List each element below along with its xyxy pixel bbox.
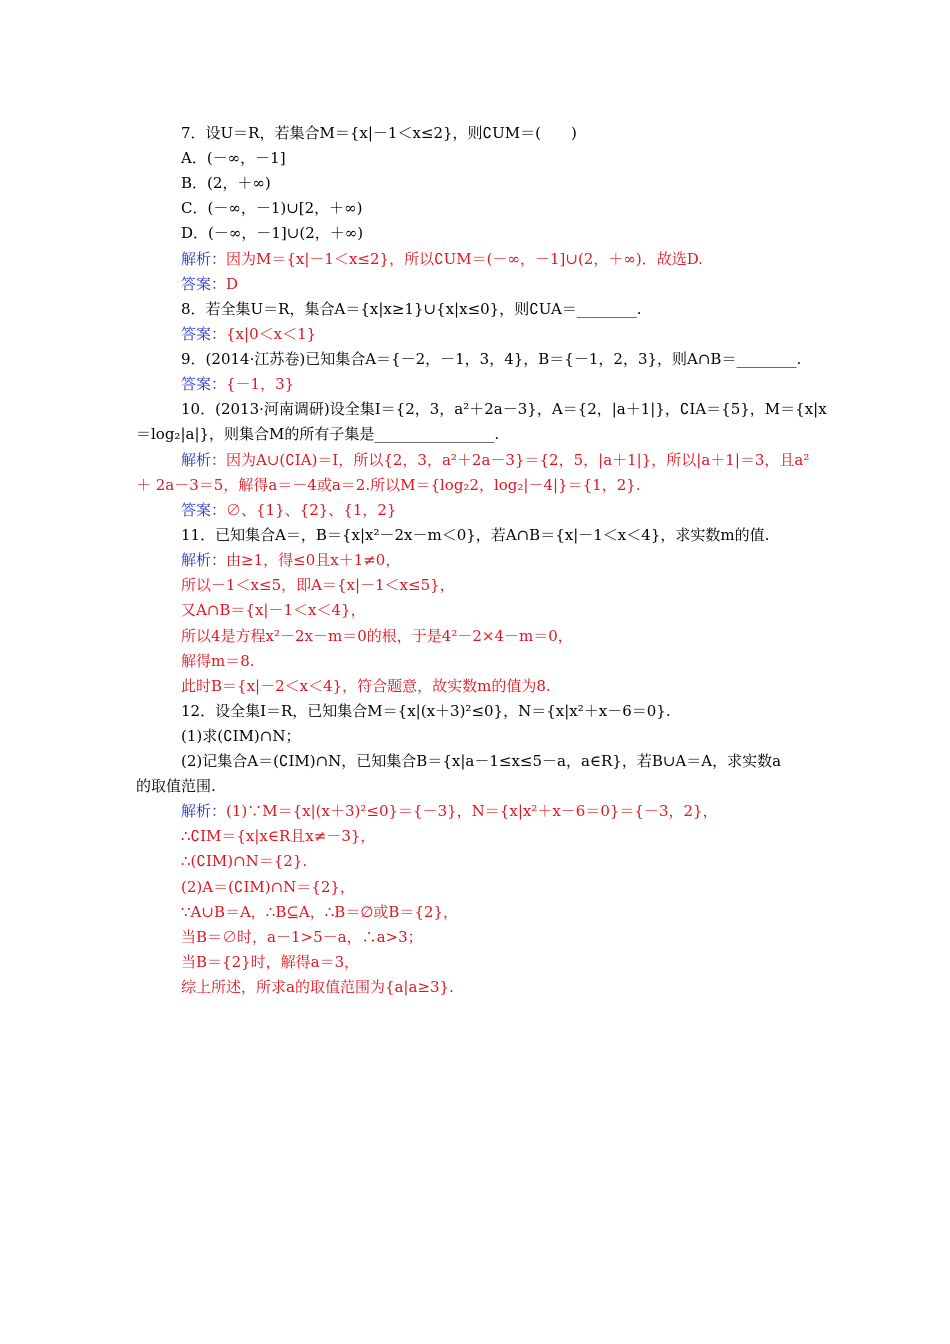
step-text: ∴(∁IM)∩N＝{2}.: [181, 852, 308, 870]
q11-step-2: [181, 600, 366, 620]
question-12: [181, 701, 671, 721]
q12-step-7: [181, 977, 454, 997]
option-d-text: D．(－∞，－1]∪(2，＋∞): [181, 224, 364, 242]
step-text: (2)A＝(∁IM)∩N＝{2}，: [181, 878, 355, 896]
step-text: ∴∁IM＝{x|x∈R且x≠－3}，: [181, 827, 376, 845]
analysis-label: 解析：: [181, 250, 227, 268]
answer-text: D: [226, 275, 239, 293]
option-b-text: B．(2，＋∞): [181, 174, 271, 192]
part-text: (2)记集合A＝(∁IM)∩N，已知集合B＝{x|a－1≤x≤5－a，a∈R}，若B∪A＝A，求实数a: [181, 752, 782, 770]
answer-label: 答案：: [181, 275, 227, 293]
q12-step-1: [181, 826, 375, 846]
q12-step-2: [181, 851, 307, 871]
step-text: 所以－1＜x≤5，即A＝{x|－1＜x≤5}，: [181, 576, 455, 594]
q10-analysis-cont: [136, 475, 641, 495]
analysis-text: 因为M＝{x|－1＜x≤2}，所以∁UM＝(－∞，－1]∪(2，＋∞)．故选D.: [226, 250, 703, 268]
q11-step-4: [181, 651, 255, 671]
step-text: ∵A∪B＝A，∴B⊆A，∴B＝∅或B＝{2}，: [181, 903, 459, 921]
option-d: [181, 223, 363, 243]
question-10: [181, 399, 827, 419]
q7-answer: [181, 274, 238, 294]
option-a: [181, 148, 286, 168]
q12-step-6: [181, 952, 359, 972]
q12-step-4: [181, 902, 458, 922]
question-8: [181, 299, 642, 319]
analysis-label: 解析：: [181, 802, 227, 820]
question-10-cont: [136, 424, 499, 444]
q12-analysis: [181, 801, 718, 821]
option-c-text: C．(－∞，－1)∪[2，＋∞): [181, 199, 363, 217]
option-c: [181, 198, 363, 218]
part-text: 的取值范围.: [136, 777, 216, 795]
question-10-cont-text: ＝log₂|a|}，则集合M的所有子集是________________.: [136, 425, 500, 443]
q7-analysis: [181, 249, 703, 269]
q10-analysis: [181, 450, 809, 470]
analysis-text: 由≥1，得≤0且x＋1≠0，: [226, 551, 401, 569]
step-text: 当B＝{2}时，解得a＝3，: [181, 953, 360, 971]
question-8-text: 8．若全集U＝R，集合A＝{x|x≥1}∪{x|x≤0}，则∁UA＝________.: [181, 300, 642, 318]
q8-answer: [181, 324, 316, 344]
analysis-label: 解析：: [181, 551, 227, 569]
question-7: [181, 123, 577, 143]
analysis-text: (1)∵M＝{x|(x＋3)²≤0}＝{－3}，N＝{x|x²＋x－6＝0}＝{－3，2}，: [226, 802, 718, 820]
question-9-text: 9．(2014·江苏卷)已知集合A＝{－2，－1，3，4}，B＝{－1，2，3}，则A∩B＝________.: [181, 350, 802, 368]
q11-step-1: [181, 575, 455, 595]
answer-label: 答案：: [181, 325, 227, 343]
step-text: 当B＝∅时，a－1>5－a，∴a>3；: [181, 928, 423, 946]
part-text: (1)求(∁IM)∩N；: [181, 727, 301, 745]
question-10-text: 10．(2013·河南调研)设全集I＝{2，3，a²＋2a－3}，A＝{2，|a＋1|}，∁IA＝{5}，M＝{x|x: [181, 400, 827, 418]
q11-analysis: [181, 550, 400, 570]
question-12-part-2: [181, 751, 781, 771]
answer-text: ∅、{1}、{2}、{1，2}: [226, 501, 397, 519]
step-text: 又A∩B＝{x|－1＜x＜4}，: [181, 601, 366, 619]
option-a-text: A．(－∞，－1]: [181, 149, 286, 167]
q12-step-3: [181, 877, 355, 897]
answer-label: 答案：: [181, 501, 227, 519]
step-text: 综上所述，所求a的取值范围为{a|a≥3}.: [181, 978, 454, 996]
q12-step-5: [181, 927, 423, 947]
q11-step-3: [181, 626, 573, 646]
question-7-text: 7．设U＝R，若集合M＝{x|－1＜x≤2}，则∁UM＝( ): [181, 124, 577, 142]
question-11: [181, 525, 769, 545]
option-b: [181, 173, 271, 193]
q9-answer: [181, 374, 294, 394]
analysis-label: 解析：: [181, 451, 227, 469]
question-12-part-1: [181, 726, 300, 746]
step-text: 所以4是方程x²－2x－m＝0的根，于是4²－2×4－m＝0，: [181, 627, 573, 645]
answer-label: 答案：: [181, 375, 227, 393]
q11-step-5: [181, 676, 551, 696]
q10-answer: [181, 500, 396, 520]
analysis-cont-text: ＋ 2a－3＝5，解得a＝－4或a＝2.所以M＝{log₂2，log₂|－4|}＝{1，2}.: [136, 476, 641, 494]
answer-text: {x|0＜x＜1}: [226, 325, 317, 343]
question-11-text: 11．已知集合A＝，B＝{x|x²－2x－m＜0}，若A∩B＝{x|－1＜x＜4}，求实数m的值.: [181, 526, 770, 544]
step-text: 解得m＝8.: [181, 652, 255, 670]
step-text: 此时B＝{x|－2＜x＜4}，符合题意，故实数m的值为8.: [181, 677, 551, 695]
question-12-text: 12．设全集I＝R，已知集合M＝{x|(x＋3)²≤0}，N＝{x|x²＋x－6＝0}.: [181, 702, 671, 720]
analysis-text: 因为A∪(∁IA)＝I，所以{2，3，a²＋2a－3}＝{2，5，|a＋1|}，所以|a＋1|＝3，且a²: [226, 451, 810, 469]
answer-text: {－1，3}: [226, 375, 295, 393]
question-12-part-2-cont: [136, 776, 216, 796]
question-9: [181, 349, 801, 369]
